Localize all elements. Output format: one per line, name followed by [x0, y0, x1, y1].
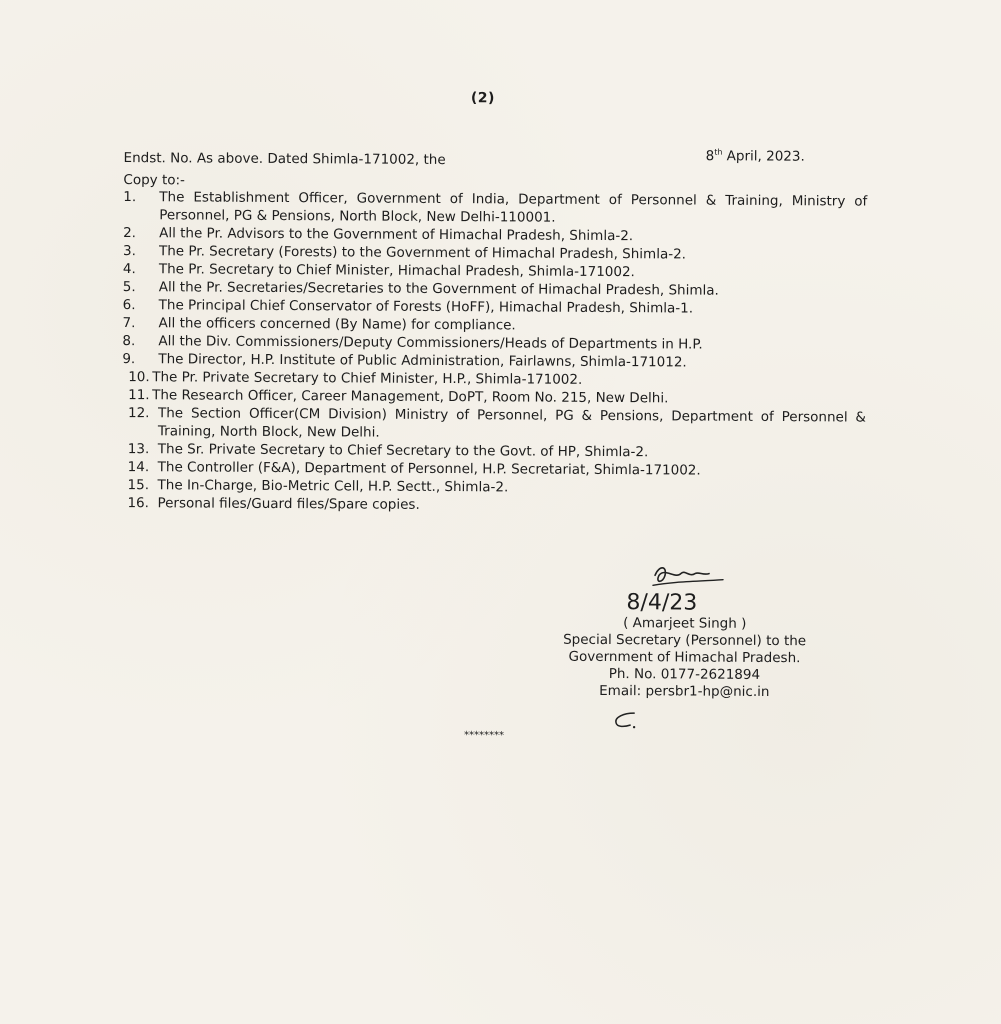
- date-day: 8: [705, 148, 715, 165]
- recipient-list: [115, 188, 867, 517]
- date-suffix: th: [714, 147, 723, 157]
- item-text: The Sr. Private Secretary to Chief Secretary to the Govt. of HP, Shimla-2.: [157, 441, 649, 461]
- item-number: 2.: [123, 225, 137, 242]
- item-number: 11.: [128, 387, 150, 404]
- item-text: The Pr. Private Secretary to Chief Minister, H.P., Shimla-171002.: [152, 369, 583, 388]
- item-number: 1.: [123, 189, 137, 206]
- item-text: The Pr. Secretary to Chief Minister, Himachal Pradesh, Shimla-171002.: [158, 261, 635, 281]
- item-number: 10.: [128, 369, 150, 386]
- signatory-designation-line1: Special Secretary (Personnel) to the: [563, 631, 807, 650]
- end-marker: ********: [464, 730, 505, 742]
- signatory-email: Email: persbr1-hp@nic.in: [599, 682, 770, 700]
- item-text: The Research Officer, Career Management, DoPT, Room No. 215, New Delhi.: [152, 387, 669, 407]
- list-item: [116, 404, 866, 445]
- item-text: The Controller (F&A), Department of Personnel, H.P. Secretariat, Shimla-171002.: [157, 459, 701, 479]
- item-text: The Director, H.P. Institute of Public Administration, Fairlawns, Shimla-171012.: [158, 351, 687, 371]
- list-item: [117, 188, 867, 229]
- item-text: All the Pr. Advisors to the Government of Himachal Pradesh, Shimla-2.: [159, 225, 634, 245]
- endorsement-line: [117, 147, 867, 175]
- item-text: The Section Officer(CM Division) Ministry of Personnel, PG & Pensions, Department of Personnel & Training, North Block, New Delhi.: [157, 405, 867, 441]
- endorsement-date: [706, 148, 805, 165]
- item-text: All the officers concerned (By Name) for compliance.: [158, 315, 516, 334]
- signatory-phone: Ph. No. 0177-2621894: [608, 666, 761, 683]
- handwritten-date: 8/4/23: [626, 590, 698, 616]
- item-text: The Principal Chief Conservator of Forests (HoFF), Himachal Pradesh, Shimla-1.: [158, 297, 694, 317]
- document-body: [115, 88, 868, 742]
- signatory-name: ( Amarjeet Singh ): [623, 615, 747, 632]
- date-rest: April, 2023.: [722, 148, 805, 165]
- item-number: 8.: [122, 333, 136, 350]
- signature-block: [524, 560, 845, 701]
- item-number: 9.: [122, 351, 136, 368]
- signatory-designation-line2: Government of Himachal Pradesh.: [568, 648, 801, 667]
- item-number: 5.: [122, 279, 136, 296]
- item-text: All the Pr. Secretaries/Secretaries to the Government of Himachal Pradesh, Shimla.: [158, 279, 719, 299]
- item-number: 6.: [122, 297, 136, 314]
- item-number: 14.: [127, 459, 150, 476]
- item-text: All the Div. Commissioners/Deputy Commissioners/Heads of Departments in H.P.: [158, 333, 703, 353]
- endorsement-text: Endst. No. As above. Dated Shimla-171002, the: [123, 150, 446, 169]
- item-number: 7.: [122, 315, 136, 332]
- item-number: 4.: [122, 261, 136, 278]
- page-number: (2): [470, 90, 496, 107]
- copy-to-label: Copy to:-: [123, 172, 186, 189]
- item-number: 16.: [127, 495, 149, 512]
- item-text: Personal files/Guard files/Spare copies.: [157, 495, 420, 513]
- item-number: 12.: [127, 405, 150, 422]
- item-text: The In-Charge, Bio-Metric Cell, H.P. Sectt., Shimla-2.: [157, 477, 509, 496]
- item-number: 13.: [127, 441, 150, 458]
- item-number: 3.: [122, 243, 136, 260]
- item-text: The Pr. Secretary (Forests) to the Government of Himachal Pradesh, Shimla-2.: [158, 243, 687, 263]
- item-number: 15.: [127, 477, 150, 494]
- list-item: [115, 494, 865, 517]
- item-text: The Establishment Officer, Government of India, Department of Personnel & Training, Ministry of Personnel, PG & Pensions, North Block, New Delhi-110001.: [159, 189, 868, 226]
- initial-mark-icon: [604, 709, 644, 731]
